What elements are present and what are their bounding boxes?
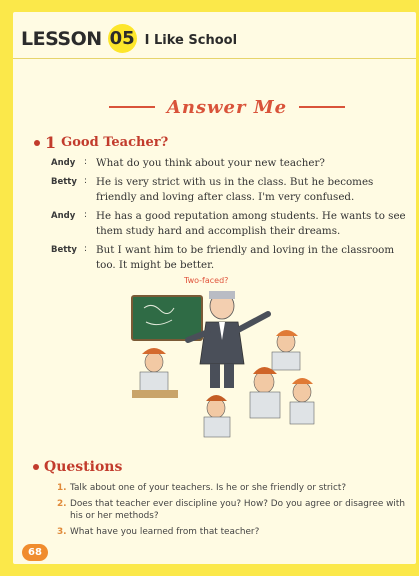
speaker-colon: : bbox=[84, 210, 88, 220]
speaker-colon: : bbox=[84, 244, 88, 254]
question-number: 1. bbox=[57, 483, 67, 493]
speaker-name: Andy bbox=[51, 158, 76, 168]
speaker-name: Betty bbox=[51, 245, 77, 255]
classroom-illustration bbox=[126, 274, 326, 440]
question-item bbox=[57, 498, 413, 523]
section-title: Good Teacher? bbox=[61, 135, 169, 150]
student-figure bbox=[204, 395, 230, 437]
question-text: What have you learned from that teacher? bbox=[70, 526, 260, 537]
speech-text: He has a good reputation among students. He wants to see them study hard and accomplish their dreams. bbox=[96, 210, 406, 237]
question-text: Talk about one of your teachers. Is he or she friendly or strict? bbox=[70, 483, 347, 493]
question-list bbox=[57, 482, 413, 541]
dialogue-line bbox=[51, 175, 413, 205]
dialogue-line bbox=[51, 156, 413, 171]
student-figure bbox=[250, 367, 280, 418]
question-number: 2. bbox=[57, 498, 67, 509]
question-number: 3. bbox=[57, 526, 67, 537]
question-item bbox=[57, 482, 413, 495]
lesson-label: LESSON bbox=[21, 27, 102, 50]
lesson-number-badge: 05 bbox=[108, 24, 137, 53]
divider-right bbox=[299, 106, 345, 108]
student-figure bbox=[132, 348, 178, 398]
question-item bbox=[57, 526, 413, 539]
bullet-icon bbox=[33, 464, 39, 470]
illustration-caption: Two-faced? bbox=[184, 276, 229, 285]
textbook-page bbox=[13, 12, 416, 564]
dialogue bbox=[51, 156, 413, 277]
speech-text: What do you think about your new teacher? bbox=[96, 157, 325, 169]
student-figure bbox=[290, 378, 314, 424]
questions-title: Questions bbox=[44, 459, 123, 475]
dialogue-line bbox=[51, 209, 413, 239]
speaker-colon: : bbox=[84, 157, 88, 167]
lesson-header bbox=[21, 24, 237, 53]
lesson-title: I Like School bbox=[144, 33, 238, 48]
answer-me-banner bbox=[109, 94, 345, 120]
speech-text: He is very strict with us in the class. But he becomes friendly and loving after class. I'm very confused. bbox=[96, 176, 374, 203]
bullet-icon bbox=[34, 140, 40, 146]
speaker-name: Betty bbox=[51, 177, 77, 187]
dialogue-line bbox=[51, 243, 413, 273]
answer-me-title: Answer Me bbox=[166, 96, 288, 118]
chalkboard bbox=[132, 296, 202, 340]
questions-heading bbox=[33, 459, 122, 475]
page-number-badge: 68 bbox=[22, 544, 48, 561]
section-number: 1 bbox=[45, 133, 57, 152]
divider-left bbox=[109, 106, 155, 108]
student-figure bbox=[272, 330, 300, 370]
speaker-name: Andy bbox=[51, 211, 76, 221]
question-text: Does that teacher ever discipline you? How? Do you agree or disagree with his or her methods? bbox=[70, 498, 405, 521]
speaker-colon: : bbox=[84, 176, 88, 186]
section-heading bbox=[34, 133, 168, 152]
speech-text: But I want him to be friendly and loving in the classroom too. It might be better. bbox=[96, 244, 395, 271]
